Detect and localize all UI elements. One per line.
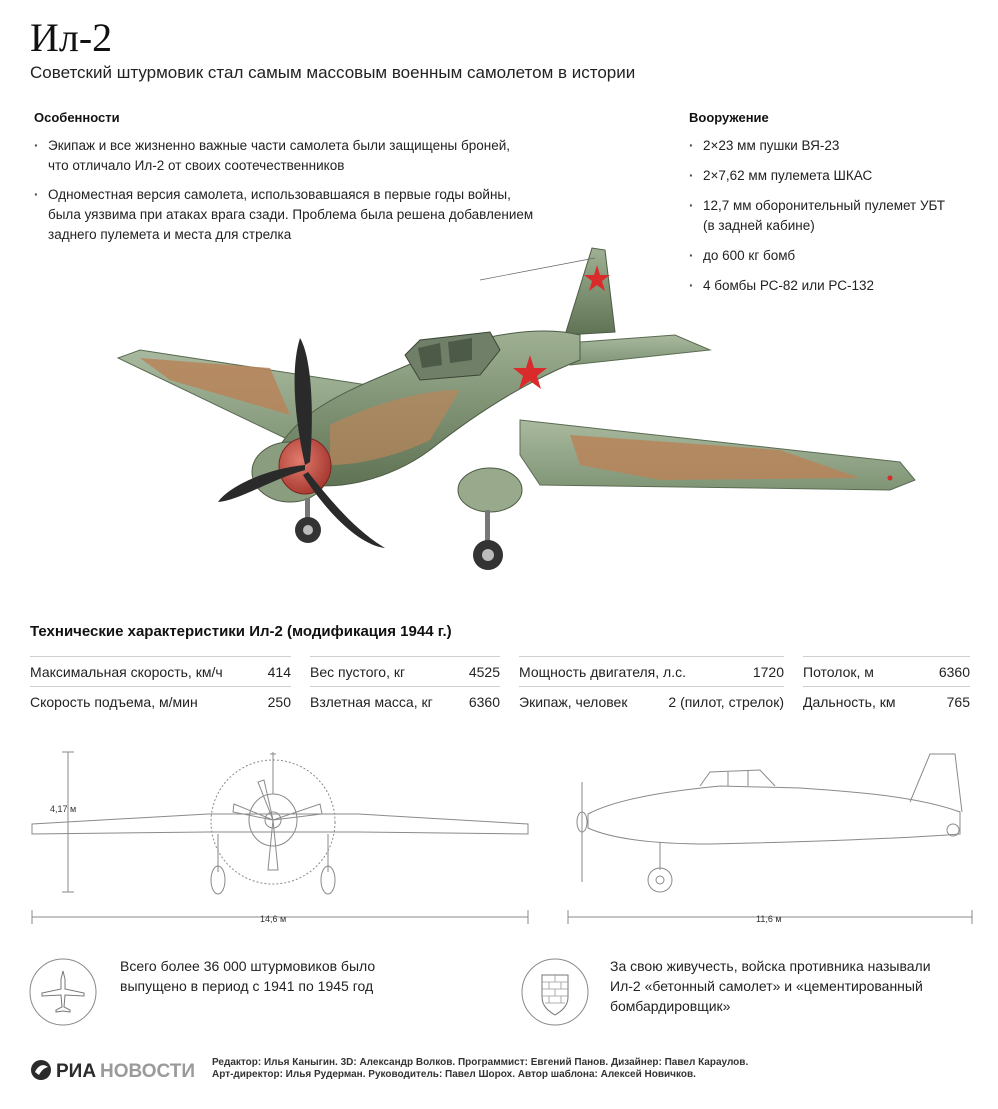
armament-item: · 2×7,62 мм пулемета ШКАС xyxy=(689,166,979,186)
feature-item: · Одноместная версия самолета, использовавшаяся в первые годы войны, была уязвима при атаках врага сзади. Проблема была решена добавлением заднего пулемета и места для стрелка xyxy=(34,185,594,245)
features-heading: Особенности xyxy=(34,110,120,125)
feature-item: · Экипаж и все жизненно важные части самолета были защищены броней, что отличало Ил-2 от своих соотечественников xyxy=(34,136,594,176)
features-list xyxy=(34,136,594,254)
armament-item: · до 600 кг бомб xyxy=(689,246,979,266)
specs-column xyxy=(310,656,500,716)
fact-production: Всего более 36 000 штурмовиков было выпущено в период с 1941 по 1945 год xyxy=(120,958,376,994)
front-view-drawing xyxy=(28,742,538,937)
specs-column xyxy=(519,656,784,716)
page-subtitle: Советский штурмовик стал самым массовым военным самолетом в истории xyxy=(30,63,636,82)
armament-item: · 2×23 мм пушки ВЯ-23 xyxy=(689,136,979,156)
spec-row: Взлетная масса, кг 6360 xyxy=(310,686,500,716)
spec-row: Мощность двигателя, л.с. 1720 xyxy=(519,656,784,686)
specs-column xyxy=(30,656,291,716)
side-view-drawing xyxy=(560,742,980,937)
specs-title: Технические характеристики Ил-2 (модификация 1944 г.) xyxy=(30,623,452,640)
armament-heading: Вооружение xyxy=(689,110,769,125)
spec-row: Потолок, м 6360 xyxy=(803,656,970,686)
spec-row: Максимальная скорость, км/ч 414 xyxy=(30,656,291,686)
front-height-label: 4,17 м xyxy=(50,804,77,814)
brick-shield-icon xyxy=(520,957,590,1032)
spec-row: Дальность, км 765 xyxy=(803,686,970,716)
plane-circle-icon xyxy=(28,957,98,1032)
page-title: Ил-2 xyxy=(30,15,113,60)
front-wingspan-label: 14,6 м xyxy=(260,914,287,924)
svg-text:НОВОСТИ: НОВОСТИ xyxy=(100,1061,196,1082)
il2-plane-illustration xyxy=(100,240,930,590)
credits: Редактор: Илья Каныгин. 3D: Александр Волков. Программист: Евгений Панов. Дизайнер: Павел Караулов. Арт-директор: Илья Рудерман. Руководитель: Павел Шорох. Автор шаблона: Алексей Новичков. xyxy=(212,1057,749,1080)
spec-row: Скорость подъема, м/мин 250 xyxy=(30,686,291,716)
spec-row: Экипаж, человек 2 (пилот, стрелок) xyxy=(519,686,784,716)
ria-novosti-logo xyxy=(30,1058,205,1087)
side-length-label: 11,6 м xyxy=(756,914,782,924)
specs-column xyxy=(803,656,970,716)
armament-item: · 12,7 мм оборонительный пулемет УБТ (в задней кабине) xyxy=(689,196,979,236)
svg-text:РИА: РИА xyxy=(56,1061,97,1082)
spec-row: Вес пустого, кг 4525 xyxy=(310,656,500,686)
armament-item: · 4 бомбы РС-82 или РС-132 xyxy=(689,276,979,296)
fact-nickname: За свою живучесть, войска противника называли Ил-2 «бетонный самолет» и «цементированный бомбардировщик» xyxy=(610,958,931,1014)
